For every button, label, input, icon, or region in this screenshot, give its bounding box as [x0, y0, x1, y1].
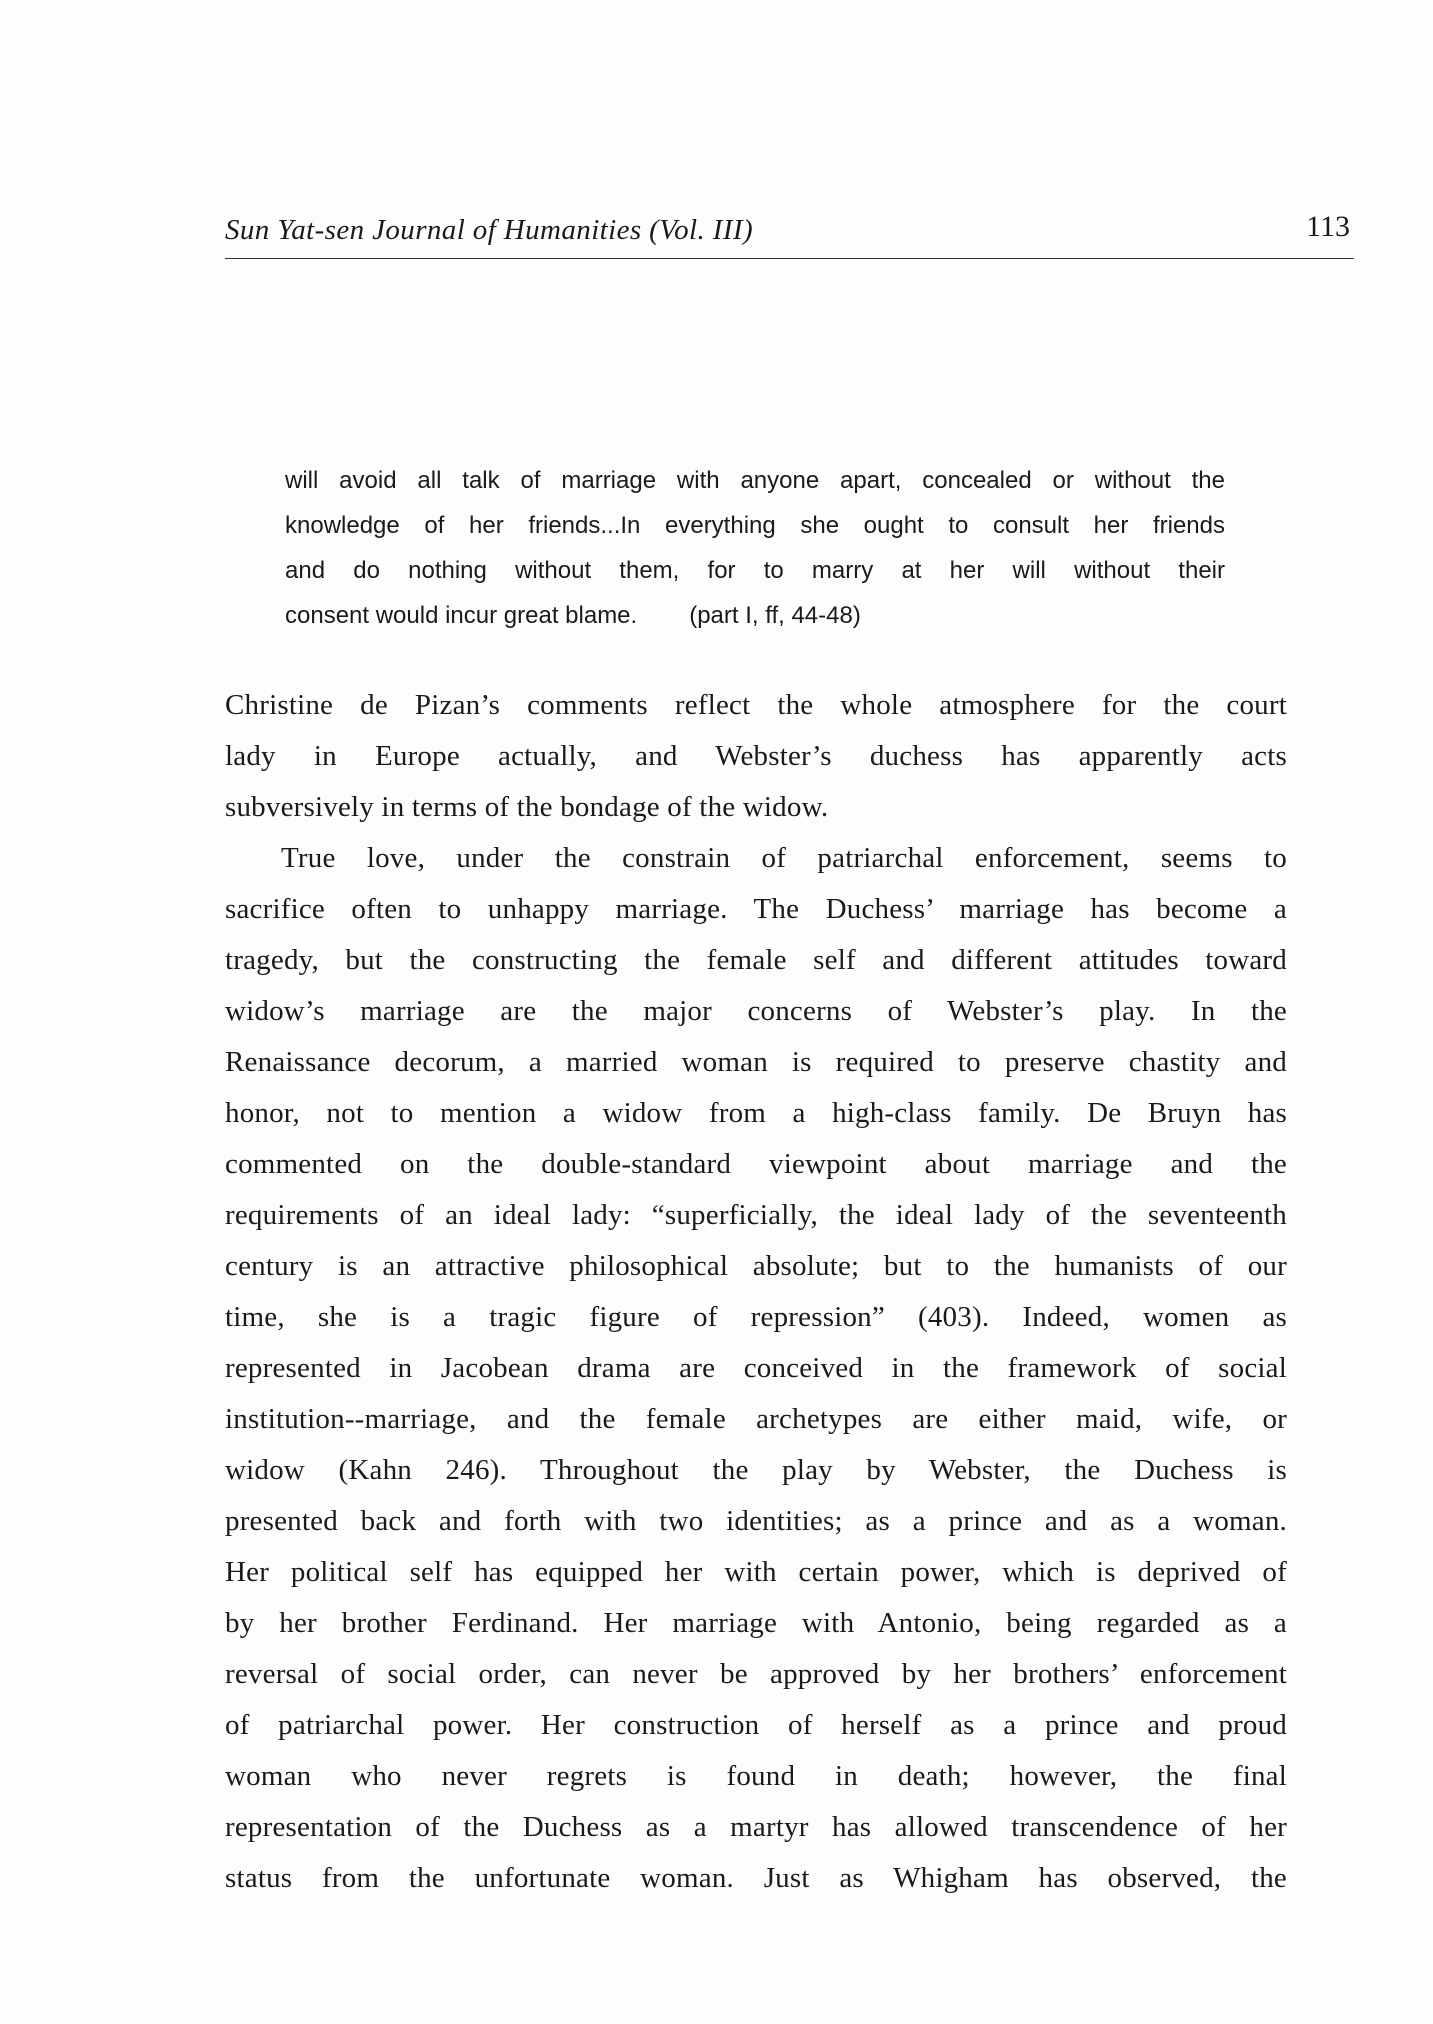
text-line: requirements of an ideal lady: “superficially, the ideal lady of the seventeenth [225, 1199, 1287, 1231]
text-line: tragedy, but the constructing the female self and different attitudes toward [225, 944, 1287, 976]
quote-citation: (part I, ff, 44-48) [689, 602, 861, 629]
text-line: sacrifice often to unhappy marriage. The Duchess’ marriage has become a [225, 893, 1287, 925]
page-number: 113 [1306, 210, 1350, 243]
text-line: True love, under the constrain of patriarchal enforcement, seems to [281, 842, 1287, 874]
quote-line: will avoid all talk of marriage with anyone apart, concealed or without the [285, 467, 1225, 494]
text-line: time, she is a tragic figure of repression” (403). Indeed, women as [225, 1301, 1287, 1333]
text-line: representation of the Duchess as a martyr has allowed transcendence of her [225, 1811, 1287, 1843]
text-line: of patriarchal power. Her construction of herself as a prince and proud [225, 1709, 1287, 1741]
quote-line-text: consent would incur great blame. [285, 602, 638, 629]
text-line: reversal of social order, can never be approved by her brothers’ enforcement [225, 1658, 1287, 1690]
block-quote [285, 458, 1225, 638]
quote-line: knowledge of her friends...In everything she ought to consult her friends [285, 512, 1225, 539]
quote-line [285, 593, 1225, 638]
paragraph-2 [225, 833, 1287, 1904]
text-line: century is an attractive philosophical absolute; but to the humanists of our [225, 1250, 1287, 1282]
text-line: institution--marriage, and the female archetypes are either maid, wife, or [225, 1403, 1287, 1435]
text-line: widow (Kahn 246). Throughout the play by Webster, the Duchess is [225, 1454, 1287, 1486]
running-header [225, 210, 1354, 259]
text-line: by her brother Ferdinand. Her marriage with Antonio, being regarded as a [225, 1607, 1287, 1639]
text-line: Renaissance decorum, a married woman is required to preserve chastity and [225, 1046, 1287, 1078]
quote-line: and do nothing without them, for to marry at her will without their [285, 557, 1225, 584]
text-line: honor, not to mention a widow from a high-class family. De Bruyn has [225, 1097, 1287, 1129]
text-line: Her political self has equipped her with certain power, which is deprived of [225, 1556, 1287, 1588]
text-line: Christine de Pizan’s comments reflect the whole atmosphere for the court [225, 689, 1287, 721]
paragraph-1 [225, 680, 1287, 833]
text-line: presented back and forth with two identities; as a prince and as a woman. [225, 1505, 1287, 1537]
text-line: subversively in terms of the bondage of the widow. [225, 791, 829, 823]
text-line: commented on the double-standard viewpoint about marriage and the [225, 1148, 1287, 1180]
journal-title: Sun Yat-sen Journal of Humanities (Vol. III) [225, 214, 754, 246]
text-line: widow’s marriage are the major concerns of Webster’s play. In the [225, 995, 1287, 1027]
text-line: lady in Europe actually, and Webster’s duchess has apparently acts [225, 740, 1287, 772]
body-text [225, 680, 1287, 1904]
text-line: status from the unfortunate woman. Just as Whigham has observed, the [225, 1862, 1287, 1894]
text-line: woman who never regrets is found in death; however, the final [225, 1760, 1287, 1792]
text-line: represented in Jacobean drama are conceived in the framework of social [225, 1352, 1287, 1384]
